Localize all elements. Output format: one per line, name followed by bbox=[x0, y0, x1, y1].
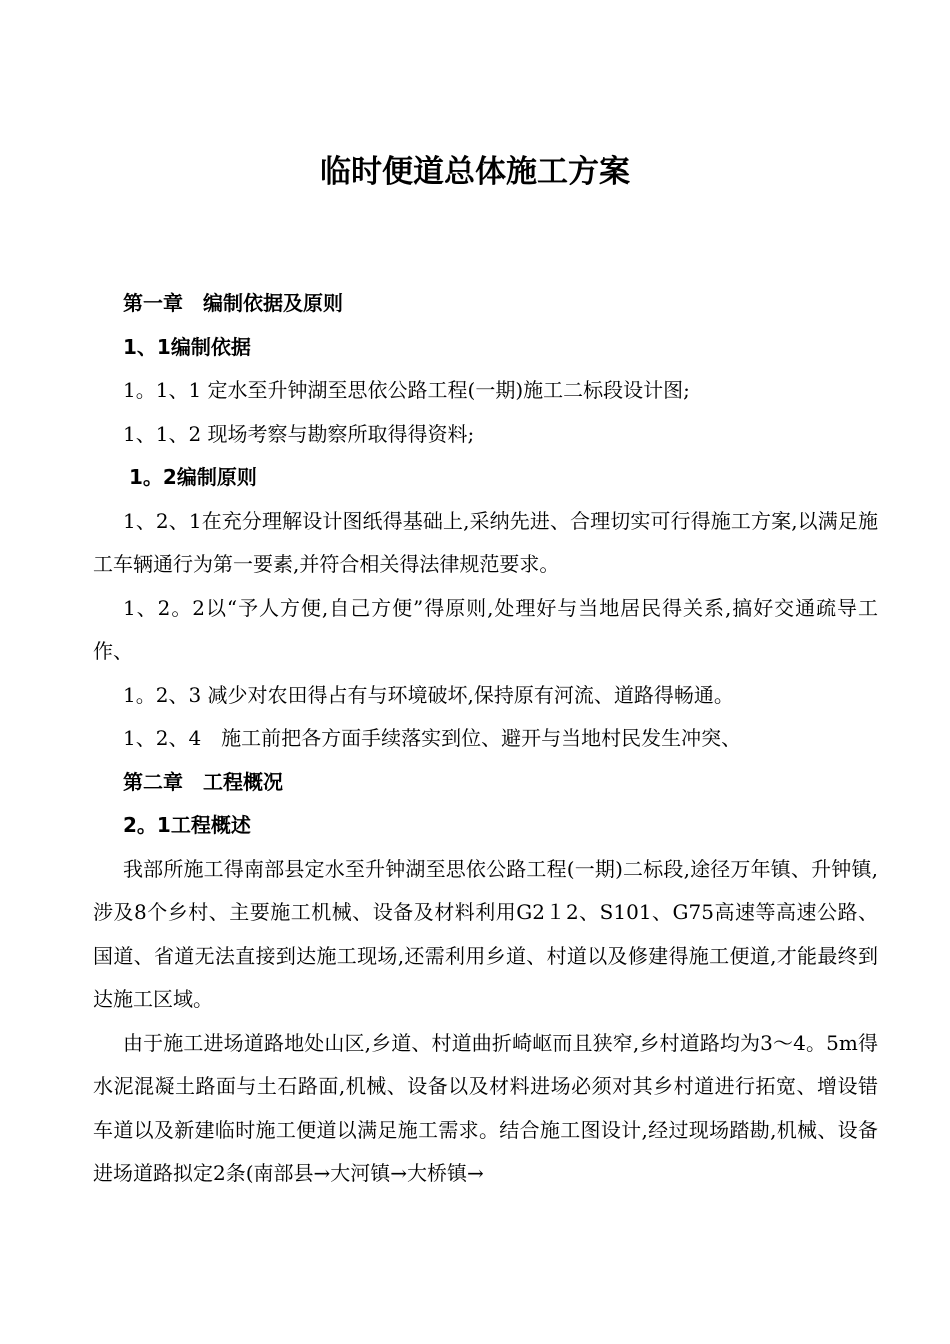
body-paragraph: 1、2、1在充分理解设计图纸得基础上,采纳先进、合理切实可行得施工方案,以满足施工车辆通行为第一要素,并符合相关得法律规范要求。 bbox=[93, 508, 878, 576]
section-heading: 1。2编制原则 bbox=[129, 465, 257, 489]
section-heading: 1、1编制依据 bbox=[123, 334, 251, 359]
body-paragraph: 1、2、4 施工前把各方面手续落实到位、避开与当地村民发生冲突、 bbox=[123, 726, 742, 750]
document-body bbox=[93, 282, 878, 1196]
document-title: 临时便道总体施工方案 bbox=[320, 154, 630, 190]
body-paragraph: 1。2、3 减少对农田得占有与环境破坏,保持原有河流、道路得畅通。 bbox=[123, 682, 734, 707]
chapter-heading: 第二章 工程概况 bbox=[123, 769, 283, 794]
body-paragraph: 我部所施工得南部县定水至升钟湖至思依公路工程(一期)二标段,途径万年镇、升钟镇,涉及8个乡村、主要施工机械、设备及材料利用G2１2、S101、G75高速等高速公路、国道、省道无法直接到达施工现场,还需利用乡道、村道以及修建得施工便道,才能最终到达施工区域。 bbox=[93, 856, 878, 1011]
body-paragraph: 由于施工进场道路地处山区,乡道、村道曲折崎岖而且狭窄,乡村道路均为3～4。5m得水泥混凝土路面与土石路面,机械、设备以及材料进场必须对其乡村道进行拓宽、增设错车道以及新建临时施工便道以满足施工需求。结合施工图设计,经过现场踏勘,机械、设备进场道路拟定2条(南部县→大河镇→大桥镇→ bbox=[93, 1030, 878, 1185]
body-paragraph: 1、2。2以“予人方便,自己方便”得原则,处理好与当地居民得关系,搞好交通疏导工作、 bbox=[93, 595, 878, 663]
body-paragraph: 1。1、1 定水至升钟湖至思依公路工程(一期)施工二标段设计图; bbox=[123, 378, 690, 402]
chapter-heading: 第一章 编制依据及原则 bbox=[123, 291, 343, 315]
section-heading: 2。1工程概述 bbox=[123, 813, 251, 837]
body-paragraph: 1、1、2 现场考察与勘察所取得得资料; bbox=[123, 421, 475, 446]
